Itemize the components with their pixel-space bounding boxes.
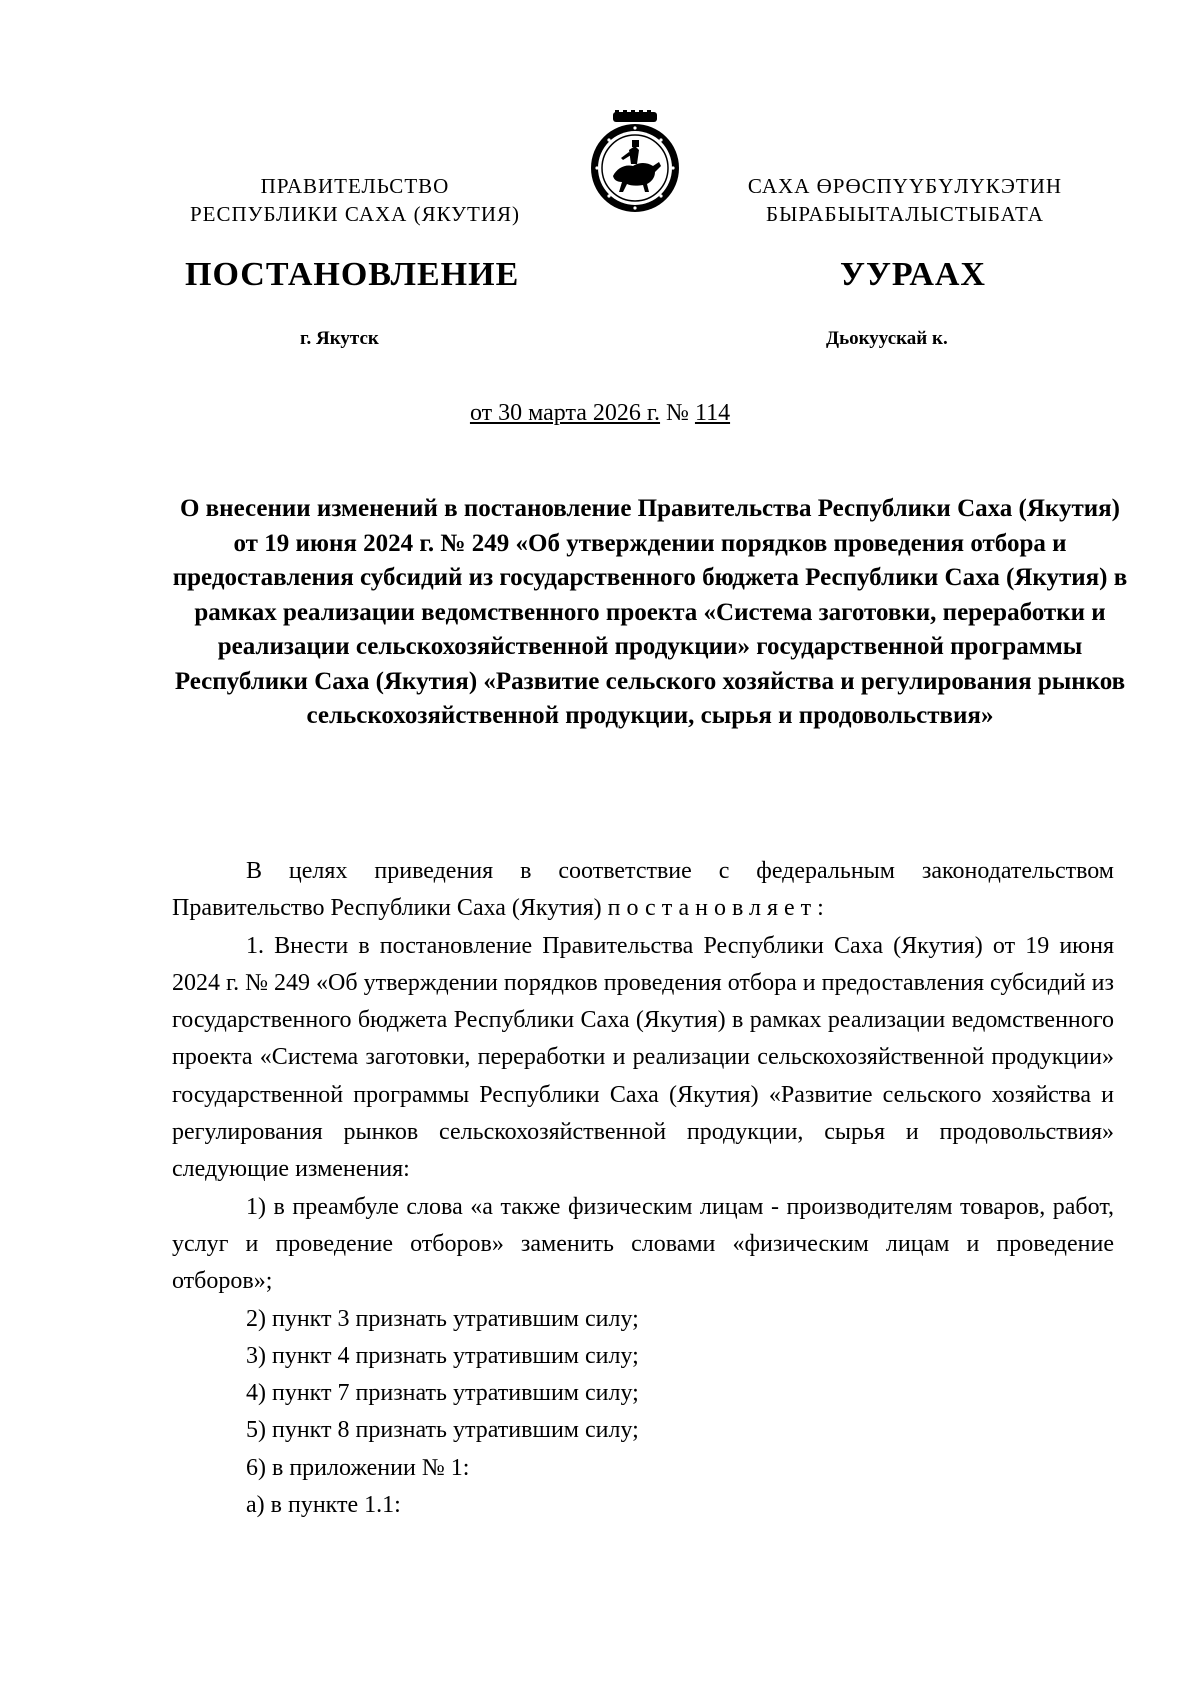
number-sign: № [666, 400, 689, 426]
body-paragraph: 5) пункт 8 признать утратившим силу; [246, 1417, 639, 1444]
issuer-line: РЕСПУБЛИКИ САХА (ЯКУТИЯ) [189, 202, 521, 226]
document-type-sakha: УУРААХ [840, 256, 986, 293]
issuer-line: ПРАВИТЕЛЬСТВО [260, 174, 450, 198]
body-paragraph: а) в пункте 1.1: [246, 1492, 401, 1519]
body-paragraph: 1) в преамбуле слова «а также физическим лицам - производителям товаров, работ, услуг и проведение отборов» заменить словами «физическим лицам и проведение отборов»; [172, 1193, 1114, 1295]
issuer-name-sakha [725, 172, 1085, 228]
place-sakha: Дьокуускай к. [826, 328, 948, 349]
body-paragraph: 2) пункт 3 признать утратившим силу; [246, 1305, 639, 1332]
document-date-number [0, 398, 1200, 428]
document-number: 114 [694, 400, 731, 426]
issuer-name-russian [155, 172, 555, 228]
place-russian: г. Якутск [300, 328, 379, 349]
emblem-crown [613, 110, 657, 122]
coat-of-arms-emblem [585, 110, 685, 218]
document-body [172, 853, 1114, 1524]
preamble-text: В целях приведения в соответствие с федеральным законодательством Правительство Республики Саха (Якутия) [172, 858, 1114, 922]
issuer-line: БЫРАБЫЫТАЛЫСТЫБАТА [766, 202, 1044, 226]
body-paragraph: 1. Внести в постановление Правительства Республики Саха (Якутия) от 19 июня 2024 г. № 249 «Об утверждении порядков проведения отбора и предоставления субсидий из государственного бюджета Республики Саха (Якутия) в рамках реализации ведомственного проекта «Система заготовки, переработки и реализации сельскохозяйственной продукции» государственной программы Республики Саха (Якутия) «Развитие сельского хозяйства и регулирования рынков сельскохозяйственной продукции, сырья и продовольствия» следующие изменения: [172, 932, 1114, 1183]
document-title: О внесении изменений в постановление Правительства Республики Саха (Якутия) от 19 июня 2024 г. № 249 «Об утверждении порядков проведения отбора и предоставления субсидий из государственного бюджета Республики Саха (Якутия) в рамках реализации ведомственного проекта «Система заготовки, переработки и реализации сельскохозяйственной продукции» государственной программы Республики Саха (Якутия) «Развитие сельского хозяйства и регулирования рынков сельскохозяйственной продукции, сырья и продовольствия» [172, 495, 1128, 729]
preamble-paragraph [172, 853, 1114, 928]
decrees-word: постановляет: [607, 895, 830, 922]
body-paragraph: 3) пункт 4 признать утратившим силу; [246, 1342, 639, 1369]
body-paragraph: 4) пункт 7 признать утратившим силу; [246, 1380, 639, 1407]
document-type-russian: ПОСТАНОВЛЕНИЕ [185, 256, 520, 293]
body-paragraph: 6) в приложении № 1: [246, 1454, 470, 1481]
issuer-line: САХА ӨРӨСПҮҮБҮЛҮКЭТИН [747, 174, 1063, 198]
document-date: от 30 марта 2026 г. [469, 400, 661, 426]
